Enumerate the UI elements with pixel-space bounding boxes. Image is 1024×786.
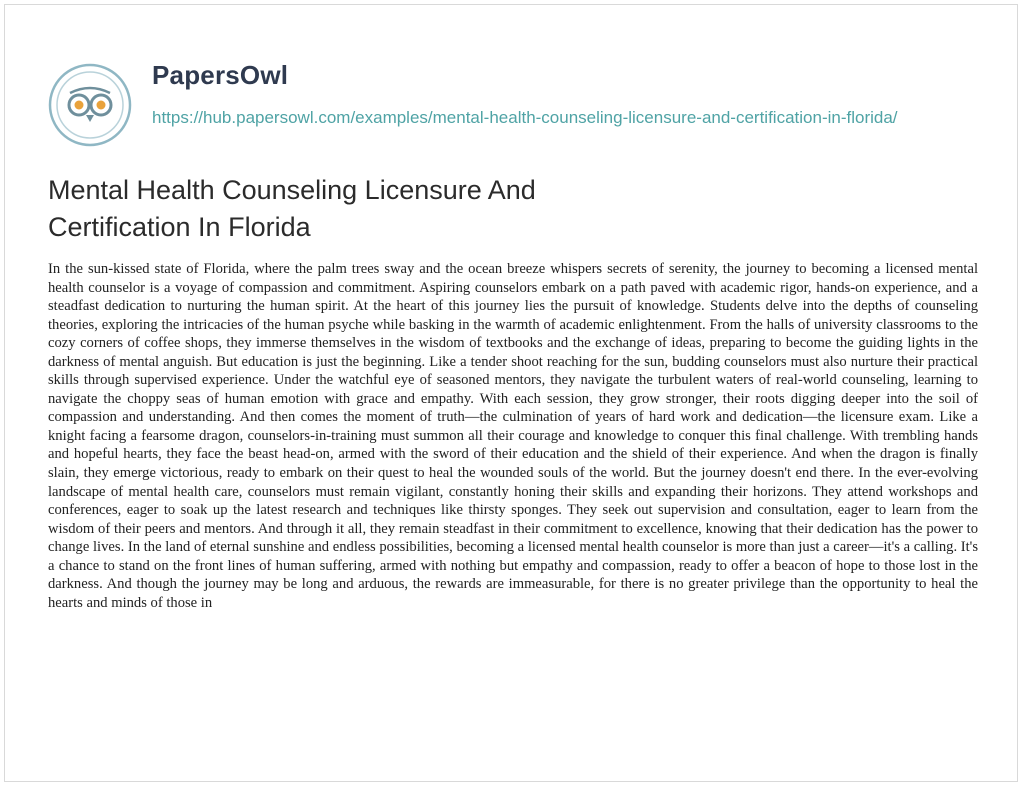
document-body: In the sun-kissed state of Florida, where the palm trees sway and the ocean breeze whispers secrets of serenity, the journey to becoming a licensed mental health counselor is a voyage of compassion and commitment. Aspiring counselors embark on a path paved with academic rigor, hands-on experience, and a steadfast dedication to nurturing the human spirit. At the heart of this journey lies the pursuit of knowledge. Students delve into the depths of counseling theories, exploring the intricacies of the human psyche while basking in the warmth of academic enlightenment. From the halls of university classrooms to the cozy corners of coffee shops, they immerse themselves in the wisdom of textbooks and the exchange of ideas, preparing to become the guiding lights in the darkness of mental anguish. But education is just the beginning. Like a tender shoot reaching for the sun, budding counselors must also nurture their practical skills through supervised experience. Under the watchful eye of seasoned mentors, they navigate the turbulent waters of real-world counseling, learning to navigate the choppy seas of human emotion with grace and empathy. With each session, they grow stronger, their roots digging deeper into the soil of compassion and understanding. And then comes the moment of truth—the culmination of years of hard work and dedication—the licensure exam. Like a knight facing a fearsome dragon, counselors-in-training must summon all their courage and knowledge to conquer this final challenge. With trembling hands and hopeful hearts, they face the beast head-on, armed with the sword of their education and the shield of their experience. And when the dragon is finally slain, they emerge victorious, ready to embark on their quest to heal the wounded souls of the world. But the journey doesn't end there. In the ever-evolving landscape of mental health care, counselors must remain vigilant, constantly honing their skills and expanding their horizons. They attend workshops and conferences, eager to soak up the latest research and techniques like thirsty sponges. They seek out supervision and consultation, eager to learn from the wisdom of their peers and mentors. And through it all, they remain steadfast in their commitment to excellence, knowing that their dedication has the power to change lives. In the land of eternal sunshine and endless possibilities, becoming a licensed mental health counselor is more than just a career—it's a calling. It's a chance to stand on the front lines of human suffering, armed with nothing but empathy and compassion, ready to offer a beacon of hope to those lost in the darkness. And though the journey may be long and arduous, the rewards are immeasurable, for there is no greater privilege than the opportunity to heal the hearts and minds of those in	[48, 261, 978, 611]
brand-name: PapersOwl	[152, 60, 289, 90]
document-title: Mental Health Counseling Licensure And Certification In Florida	[48, 175, 536, 242]
owl-logo-icon	[48, 63, 132, 147]
source-url-link[interactable]: https://hub.papersowl.com/examples/mental-health-counseling-licensure-and-certification-in-florida/	[152, 108, 898, 127]
